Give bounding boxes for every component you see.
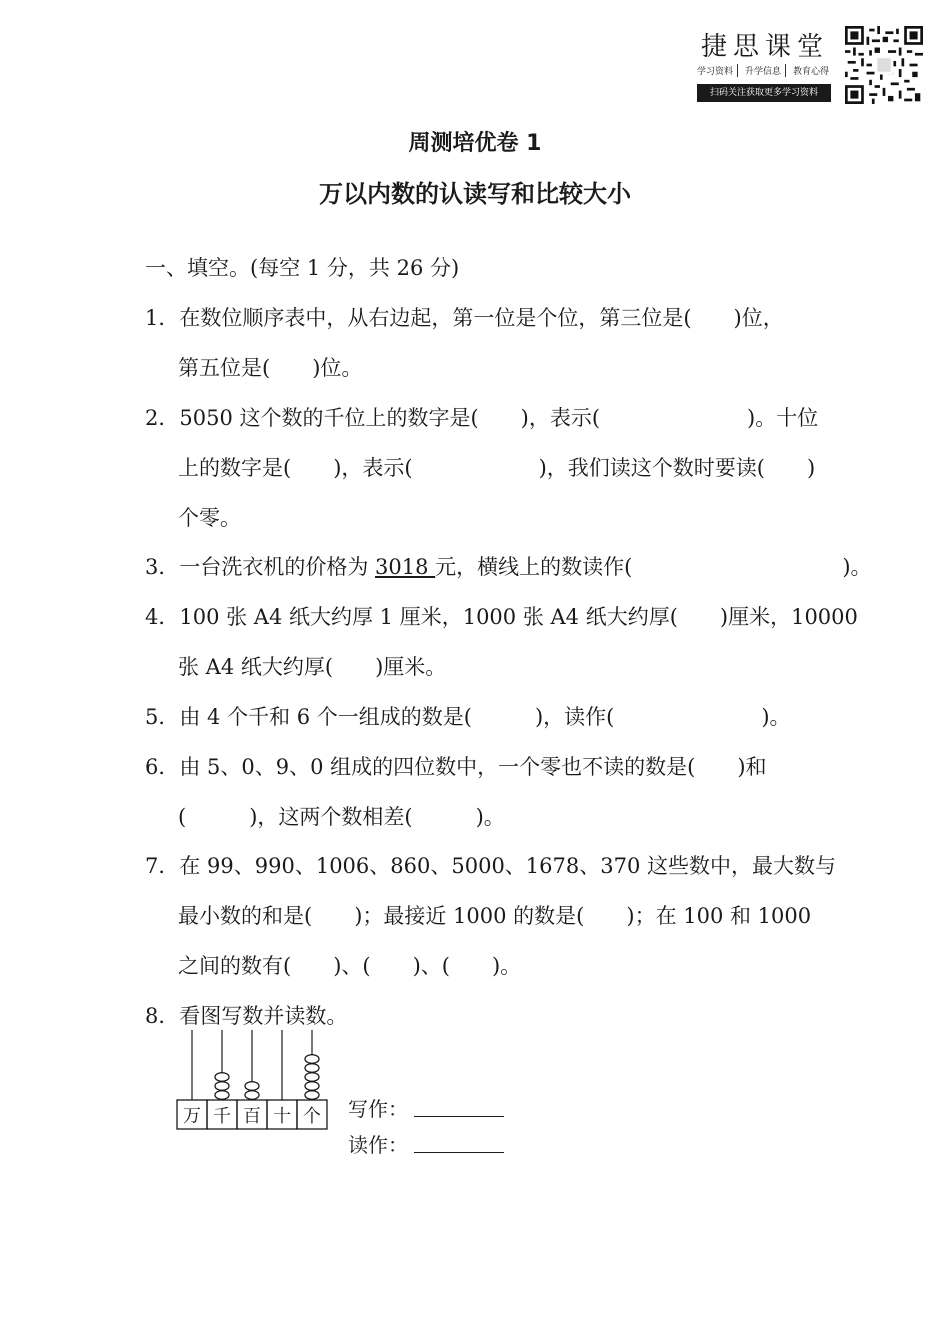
abacus-bead (215, 1073, 229, 1082)
question-3-post: 元，横线上的数读作( )。 (435, 555, 872, 579)
page-subtitle: 万以内数的认读写和比较大小 (319, 180, 631, 208)
question-4-line: 4．100 张 A4 纸大约厚 1 厘米，1000 张 A4 纸大约厚( )厘米，10000 (145, 605, 858, 629)
question-6-line: ( )，这两个数相差( )。 (178, 805, 505, 829)
question-7-line: 之间的数有( )、( )、( )。 (178, 954, 522, 978)
page-title: 周测培优卷 1 (408, 131, 542, 156)
qr-code-icon[interactable] (845, 26, 923, 104)
abacus-bead (305, 1055, 319, 1064)
question-2-line: 2．5050 这个数的千位上的数字是( )，表示( )。十位 (145, 406, 819, 430)
read-answer-blank[interactable] (414, 1151, 504, 1153)
question-8-line: 8．看图写数并读数。 (145, 1004, 348, 1028)
question-4-line: 张 A4 纸大约厚( )厘米。 (178, 655, 447, 679)
abacus-figure (175, 1028, 330, 1138)
question-6-line: 6．由 5、0、9、0 组成的四位数中，一个零也不读的数是( )和 (145, 755, 767, 779)
question-2-line: 上的数字是( )，表示( )，我们读这个数时要读( ) (178, 456, 816, 480)
abacus-label: 百 (243, 1106, 261, 1127)
question-3-pre: 3．一台洗衣机的价格为 (145, 555, 376, 579)
abacus-bead (245, 1082, 259, 1091)
question-7-line: 最小数的和是( )；最接近 1000 的数是( )；在 100 和 1000 (178, 904, 812, 928)
brand-bar: 扫码关注获取更多学习资料 (697, 84, 831, 102)
brand-tag: 升学信息 (745, 64, 786, 77)
brand-title: 捷思课堂 (700, 32, 829, 62)
abacus-bead (245, 1091, 259, 1100)
question-1-line: 第五位是( )位。 (178, 356, 363, 380)
question-3-line (145, 551, 872, 581)
abacus-bead (215, 1091, 229, 1100)
read-label: 读作： (348, 1133, 408, 1157)
abacus-bead (305, 1091, 319, 1100)
question-5-line: 5．由 4 个千和 6 个一组成的数是( )，读作( )。 (145, 705, 791, 729)
abacus-label: 千 (213, 1106, 231, 1127)
abacus-label: 十 (273, 1106, 291, 1127)
brand-tag: 学习资料 (697, 64, 738, 77)
write-answer-blank[interactable] (414, 1115, 504, 1117)
abacus-bead (305, 1073, 319, 1082)
abacus-bead (305, 1082, 319, 1091)
abacus-bead (305, 1064, 319, 1073)
brand-tag: 教育心得 (792, 67, 829, 77)
question-2-line: 个零。 (178, 506, 241, 530)
question-7-line: 7．在 99、990、1006、860、5000、1678、370 这些数中，最大数与 (145, 854, 837, 878)
section-heading: 一、填空。(每空 1 分，共 26 分) (145, 256, 460, 280)
question-3-number: 3018 (375, 555, 436, 579)
brand-tags (697, 64, 833, 77)
question-1-line: 1．在数位顺序表中，从右边起，第一位是个位，第三位是( )位， (145, 306, 784, 330)
write-label: 写作： (348, 1097, 408, 1121)
abacus-label: 万 (183, 1106, 201, 1127)
abacus-label: 个 (303, 1106, 321, 1127)
abacus-bead (215, 1082, 229, 1091)
